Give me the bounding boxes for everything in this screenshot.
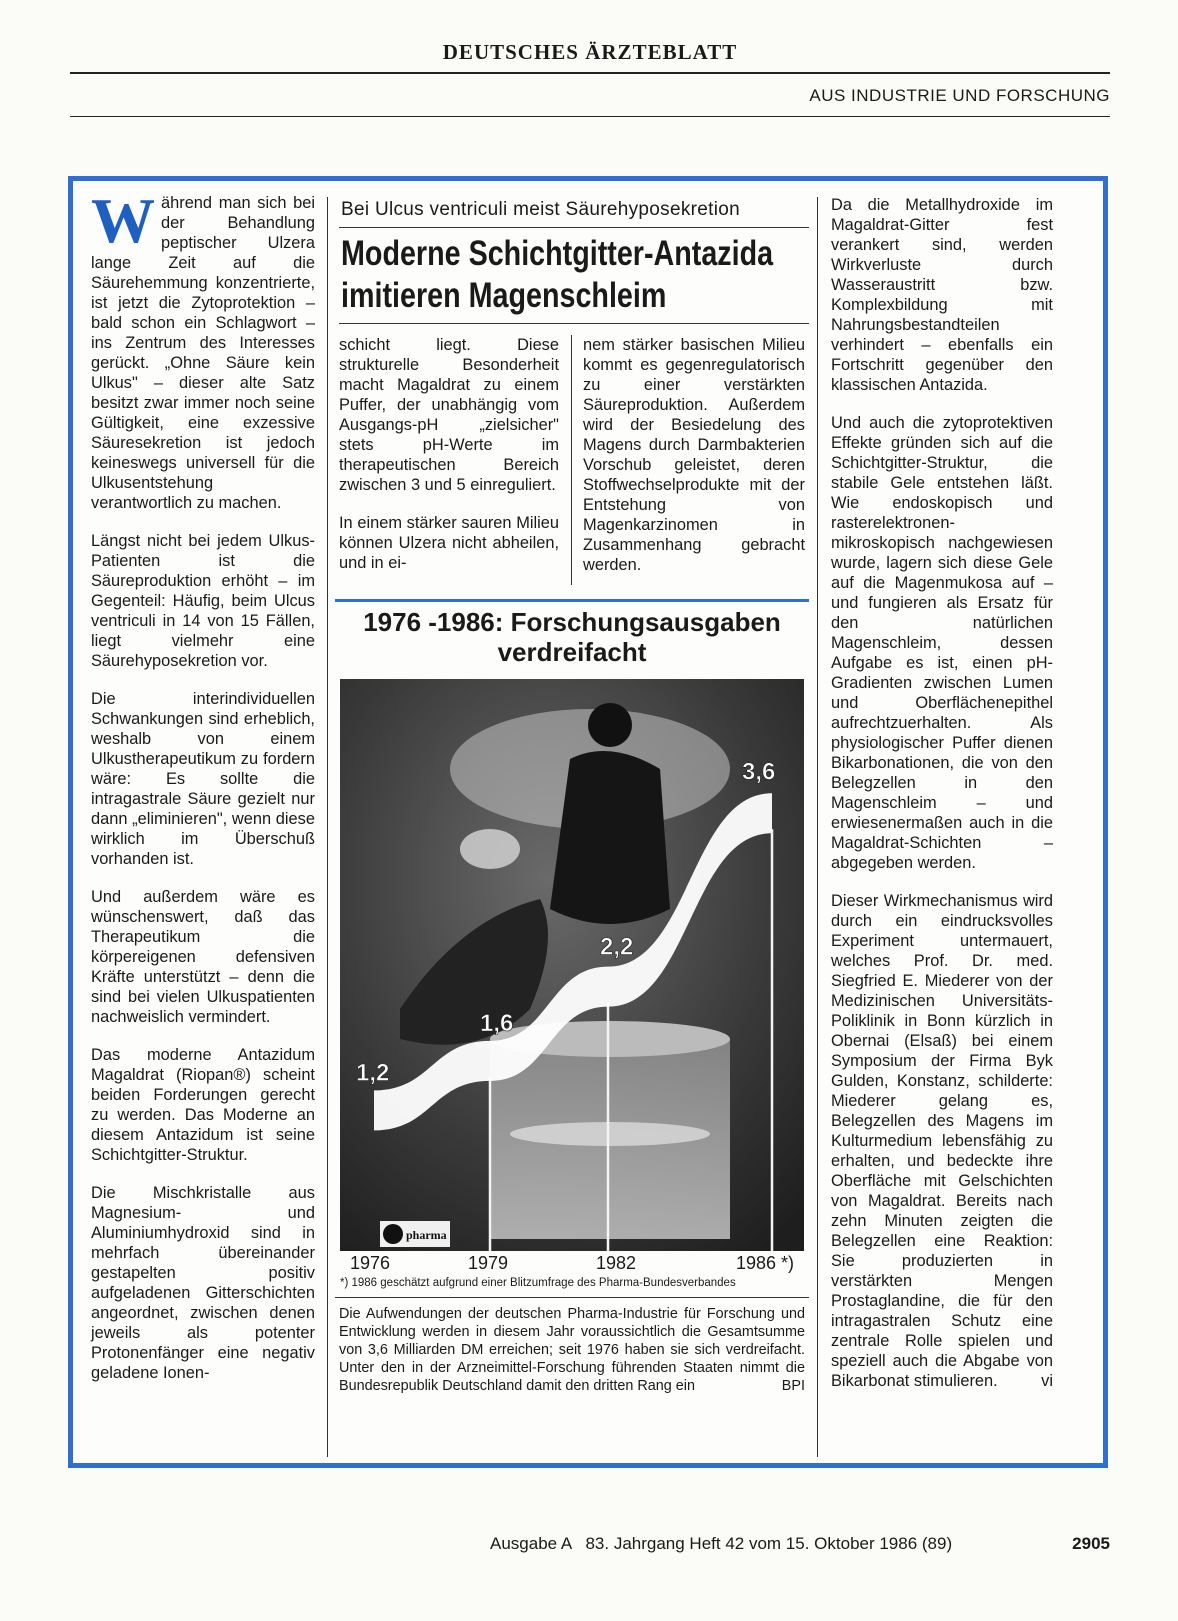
liquid-surface (510, 1122, 710, 1146)
x-tick-label: 1986 *) (736, 1253, 795, 1273)
data-label: 2,2 (600, 933, 634, 961)
paragraph: In einem stärker sauren Milieu können Ulzera nicht abheilen, und in ei- (339, 514, 559, 572)
infobox-bottom-rule (335, 1297, 809, 1298)
author-initials: vi (1041, 1372, 1053, 1390)
paragraph: Das moderne Antazidum Magaldrat (Riopan®) scheint beiden Forderungen gerecht zu werden. Das Moderne an diesem Antazidum ist seine Schichtgitter-Struktur. (91, 1046, 315, 1164)
footer-issue: Ausgabe A 83. Jahrgang Heft 42 vom 15. Oktober 1986 (89) (490, 1534, 953, 1553)
x-tick-label: 1982 (596, 1253, 637, 1273)
column-rule (571, 335, 572, 585)
page-number: 2905 (1072, 1534, 1110, 1553)
article-column-1 (91, 185, 315, 1401)
paragraph: nem stärker basischen Milieu kommt es gegenregulatorisch zu einer verstärkten Säureproduktion. Außerdem wird der Besiedelung des Magens durch Darmbakterien Vorschub geleistet, deren Stoffwechselprodukte mit der Entstehung von Magenkarzinomen in Zusammenhang gebracht werden. (583, 336, 805, 574)
pharma-logo (380, 1221, 450, 1247)
article-frame (68, 176, 1108, 1468)
spending-chart (340, 679, 804, 1251)
data-label: 1,6 (480, 1009, 514, 1037)
paragraph: Und außerdem wäre es wünschenswert, daß das Therapeutikum die körpereigenen defensiven Kräfte unterstützt – denn die sind bei vielen Ulkuspatienten nachweislich vermindert. (91, 888, 315, 1026)
paragraph: Und auch die zytoprotektiven Effekte gründen sich auf die Schichtgitter-Struktur, die stabile Gele entstehen läßt. Wie endoskopisch und rasterelektronen-mikroskopisch nachgewiesen wurde, lagern sich diese Gele auf die Magenmukosa auf – und fungieren als Ersatz für den natürlichen Magenschleim, dessen Aufgabe es ist, einen pH-Gradienten zwischen Lumen und Oberflächenepithel aufrechtzuerhalten. Als physiologischer Puffer dienen Bikarbonationen, die von den Belegzellen in den Magenschleim – und erwiesenermaßen auch in die Magaldrat-Schichten – abgegeben werden. (831, 414, 1053, 872)
caption-source: BPI (781, 1378, 805, 1394)
article-column-4 (831, 195, 1053, 1409)
paragraph: Die Mischkristalle aus Magnesium- und Aluminiumhydroxid sind in mehrfach übereinander gestapelten positiv aufgeladenen Gitterschichten angeordnet, zwischen denen jeweils als potenter Protonenfänger eine negativ geladene Ionen- (91, 1184, 315, 1382)
infobox-rule (335, 599, 809, 602)
drop-cap: W (91, 185, 155, 256)
svg-text:pharma: pharma (406, 1228, 447, 1242)
infobox-title: 1976 -1986: Forschungsausgaben verdreifacht (363, 607, 781, 667)
paragraph: Während man sich bei der Behandlung peptischer Ulzera lange Zeit auf die Säurehemmung konzentrierte, ist jetzt die Zytoprotektion – bald schon ein Schlagwort – ins Zentrum des Interesses gerückt. „Ohne Säure kein Ulkus" – dieser alte Satz besitzt zwar immer noch seine Gültigkeit, eine exzessive Säuresekretion ist jedoch keineswegs universell für die Ulkusentstehung verantwortlich zu machen. (91, 185, 315, 512)
article-column-3 (583, 335, 805, 593)
chart-x-axis (340, 1253, 804, 1275)
article-headline: Moderne Schichtgitter-Antazida imitieren Magenschleim (341, 234, 774, 315)
x-tick-label: 1976 (350, 1253, 391, 1273)
paragraph: Dieser Wirkmechanismus wird durch ein eindrucksvolles Experiment untermauert, welches Prof. Dr. med. Siegfried E. Miederer von der Medizinischen Universitäts-Poliklinik in Bonn kürzlich in Obernai (Elsaß) bei einem Symposium der Firma Byk Gulden, Konstanz, schilderte: Miederer gelang es, Belegzellen des Magens im Kulturmedium lebensfähig zu erhalten, und bedeckte ihre Oberfläche mit Gelschichten von Magaldrat. Bereits nach zehn Minuten zeigten die Belegzellen eine Reaktion: Sie produzierten in verstärkten Mengen Prostaglandine, die für den intragastralen Schutz eine zentrale Rolle spielen und speziell auch die Abgabe von Bikarbonat stimulieren. vi (831, 892, 1053, 1390)
chart-footnote: *) 1986 geschätzt aufgrund einer Blitzumfrage des Pharma-Bundesverbandes (340, 1277, 736, 1289)
column-rule (817, 197, 818, 1457)
paragraph: Die interindividuellen Schwankungen sind erheblich, weshalb von einem Ulkustherapeutikum zu fordern wäre: Es sollte die intragastrale Säure gezielt nur dann „eliminieren", wenn diese wirklich im Überschuß vorhanden ist. (91, 690, 315, 868)
kicker-rule (339, 227, 809, 228)
flask-stopper (588, 703, 632, 747)
article-kicker: Bei Ulcus ventriculi meist Säurehyposekretion (341, 199, 740, 220)
paragraph: schicht liegt. Diese strukturelle Besonderheit macht Magaldrat zu einem Puffer, der unabhängig vom Ausgangs-pH „zielsicher" stets pH-Werte im therapeutischen Bereich zwischen 3 und 5 einreguliert. (339, 336, 559, 494)
x-tick-label: 1979 (468, 1253, 509, 1273)
data-label: 1,2 (356, 1059, 390, 1087)
chart-photo (340, 679, 804, 1251)
column-rule (327, 197, 328, 1457)
glove-highlight (460, 829, 520, 869)
journal-title: DEUTSCHES ÄRZTEBLATT (442, 40, 738, 64)
data-label: 3,6 (742, 758, 776, 786)
paragraph: Da die Metallhydroxide im Magaldrat-Gitter fest verankert sind, werden Wirkverluste durch Wasseraustritt bzw. Komplexbildung mit Nahrungsbestandteilen verhindert – ebenfalls ein Fortschritt gegenüber den klassischen Antazida. (831, 196, 1053, 394)
infobox-caption: Die Aufwendungen der deutschen Pharma-Industrie für Forschung und Entwicklung werden in diesem Jahr voraussichtlich die Gesamtsumme von 3,6 Milliarden DM erreichen; seit 1976 haben sie sich verdreifacht. Unter den in der Arzneimittel-Forschung führenden Staaten nimmt die Bundesrepublik Deutschland damit den dritten Rang ein BPI (339, 1306, 805, 1394)
paragraph: Längst nicht bei jedem Ulkus-Patienten ist die Säureproduktion erhöht – im Gegenteil: Häufig, beim Ulcus ventriculi in 14 von 15 Fällen, liegt vielmehr eine Säurehyposekretion vor. (91, 532, 315, 670)
section-title: AUS INDUSTRIE UND FORSCHUNG (809, 86, 1110, 105)
flask-body (550, 751, 670, 924)
headline-rule (339, 323, 809, 324)
article-column-2 (339, 335, 559, 591)
header-rule (70, 72, 1110, 74)
header-rule-lower (70, 116, 1110, 117)
